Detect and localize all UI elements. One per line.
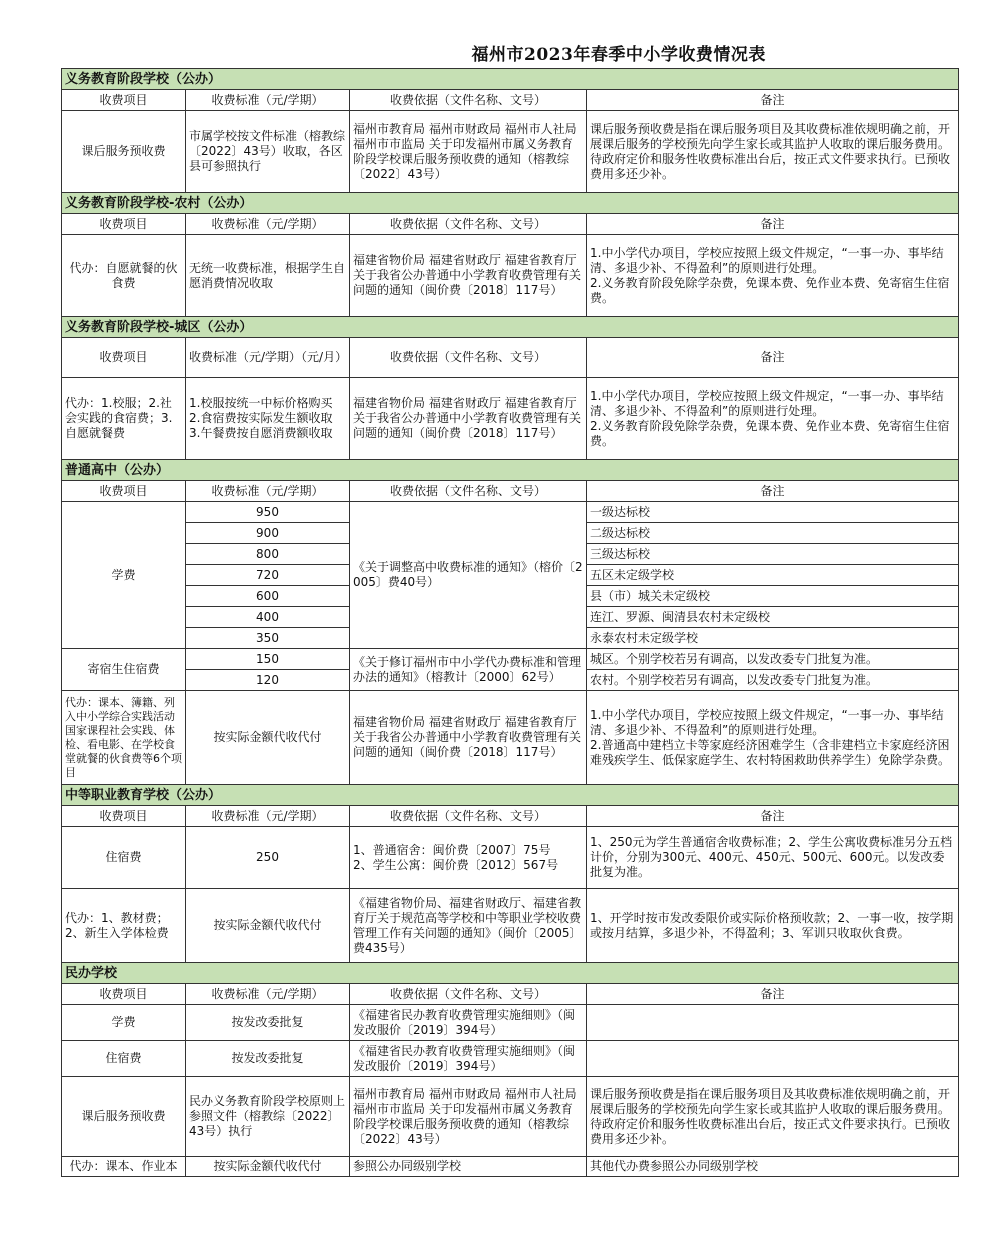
header-item: 收费项目 bbox=[62, 984, 186, 1005]
cell-remark: 其他代办费参照公办同级别学校 bbox=[587, 1157, 959, 1177]
cell-item: 住宿费 bbox=[62, 1041, 186, 1077]
cell-standard: 720 bbox=[186, 565, 350, 586]
cell-standard: 按实际金额代收代付 bbox=[186, 691, 350, 785]
cell-standard: 按发改委批复 bbox=[186, 1041, 350, 1077]
page-title: 福州市2023年春季中小学收费情况表 bbox=[471, 44, 766, 65]
header-item: 收费项目 bbox=[62, 90, 186, 111]
cell-remark: 三级达标校 bbox=[587, 544, 959, 565]
cell-standard: 无统一收费标准，根据学生自愿消费情况收取 bbox=[186, 235, 350, 317]
cell-basis: 福州市教育局 福州市财政局 福州市人社局 福州市市监局 关于印发福州市属义务教育阶段学校课后服务预收费的通知（榕教综〔2022〕43号） bbox=[350, 1077, 587, 1157]
cell-basis: 福建省物价局 福建省财政厅 福建省教育厅 关于我省公办普通中小学教育收费管理有关问题的通知（闽价费〔2018〕117号） bbox=[350, 378, 587, 460]
header-standard: 收费标准（元/学期） bbox=[186, 90, 350, 111]
cell-standard: 市属学校按文件标准（榕教综〔2022〕43号）收取，各区县可参照执行 bbox=[186, 111, 350, 193]
header-item: 收费项目 bbox=[62, 214, 186, 235]
cell-remark: 连江、罗源、闽清县农村未定级校 bbox=[587, 607, 959, 628]
cell-standard: 250 bbox=[186, 827, 350, 889]
header-standard: 收费标准（元/学期） bbox=[186, 984, 350, 1005]
section-title: 中等职业教育学校（公办） bbox=[62, 785, 959, 806]
header-basis: 收费依据（文件名称、文号） bbox=[350, 90, 587, 111]
cell-remark: 永泰农村未定级学校 bbox=[587, 628, 959, 649]
cell-remark: 课后服务预收费是指在课后服务项目及其收费标准依规明确之前，开展课后服务的学校预先向学生家长或其监护人收取的课后服务费用。待政府定价和服务性收费标准出台后，按正式文件要求执行。已预收费用多还少补。 bbox=[587, 111, 959, 193]
cell-standard: 400 bbox=[186, 607, 350, 628]
cell-remark: 课后服务预收费是指在课后服务项目及其收费标准依规明确之前，开展课后服务的学校预先向学生家长或其监护人收取的课后服务费用。待政府定价和服务性收费标准出台后，按正式文件要求执行。已预收费用多还少补。 bbox=[587, 1077, 959, 1157]
cell-basis: 1、普通宿舍：闽价费〔2007〕75号 2、学生公寓：闽价费〔2012〕567号 bbox=[350, 827, 587, 889]
header-remark: 备注 bbox=[587, 90, 959, 111]
header-item: 收费项目 bbox=[62, 481, 186, 502]
cell-basis: 《关于调整高中收费标准的通知》（榕价〔2005〕费40号） bbox=[350, 502, 587, 649]
cell-standard: 350 bbox=[186, 628, 350, 649]
cell-item: 学费 bbox=[62, 502, 186, 649]
fee-table bbox=[61, 42, 959, 1177]
cell-remark: 一级达标校 bbox=[587, 502, 959, 523]
cell-item: 代办：1.校服；2.社会实践的食宿费；3.自愿就餐费 bbox=[62, 378, 186, 460]
cell-item: 代办：课本、簿籍、列入中小学综合实践活动国家课程社会实践、体检、看电影、在学校食堂就餐的伙食费等6个项目 bbox=[62, 691, 186, 785]
header-item: 收费项目 bbox=[62, 338, 186, 378]
header-basis: 收费依据（文件名称、文号） bbox=[350, 806, 587, 827]
cell-item: 代办：自愿就餐的伙食费 bbox=[62, 235, 186, 317]
cell-remark: 1、开学时按市发改委限价或实际价格预收款；2、一事一收，按学期或按月结算，多退少补，不得盈利；3、军训只收取伙食费。 bbox=[587, 889, 959, 963]
cell-basis: 福建省物价局 福建省财政厅 福建省教育厅 关于我省公办普通中小学教育收费管理有关问题的通知（闽价费〔2018〕117号） bbox=[350, 235, 587, 317]
cell-item: 代办：1、教材费；2、新生入学体检费 bbox=[62, 889, 186, 963]
cell-standard: 800 bbox=[186, 544, 350, 565]
cell-standard: 900 bbox=[186, 523, 350, 544]
cell-standard: 按发改委批复 bbox=[186, 1005, 350, 1041]
cell-standard: 民办义务教育阶段学校原则上参照文件（榕教综〔2022〕43号）执行 bbox=[186, 1077, 350, 1157]
cell-standard: 按实际金额代收代付 bbox=[186, 889, 350, 963]
header-remark: 备注 bbox=[587, 806, 959, 827]
header-standard: 收费标准（元/学期） bbox=[186, 214, 350, 235]
cell-item: 寄宿生住宿费 bbox=[62, 649, 186, 691]
header-standard: 收费标准（元/学期） bbox=[186, 806, 350, 827]
cell-basis: 《关于修订福州市中小学代办费标准和管理办法的通知》（榕教计〔2000〕62号） bbox=[350, 649, 587, 691]
header-remark: 备注 bbox=[587, 481, 959, 502]
cell-remark: 1、250元为学生普通宿舍收费标准；2、学生公寓收费标准另分五档计价，分别为300元、400元、450元、500元、600元。以发改委批复为准。 bbox=[587, 827, 959, 889]
cell-item: 课后服务预收费 bbox=[62, 111, 186, 193]
header-standard: 收费标准（元/学期）（元/月） bbox=[186, 338, 350, 378]
cell-standard: 1.校服按统一中标价格购买 2.食宿费按实际发生额收取 3.午餐费按自愿消费额收取 bbox=[186, 378, 350, 460]
cell-item: 课后服务预收费 bbox=[62, 1077, 186, 1157]
cell-standard: 150 bbox=[186, 649, 350, 670]
header-remark: 备注 bbox=[587, 984, 959, 1005]
header-basis: 收费依据（文件名称、文号） bbox=[350, 214, 587, 235]
cell-standard: 600 bbox=[186, 586, 350, 607]
header-remark: 备注 bbox=[587, 214, 959, 235]
cell-basis: 福州市教育局 福州市财政局 福州市人社局 福州市市监局 关于印发福州市属义务教育阶段学校课后服务预收费的通知（榕教综〔2022〕43号） bbox=[350, 111, 587, 193]
cell-item: 代办：课本、作业本 bbox=[62, 1157, 186, 1177]
cell-remark: 城区。个别学校若另有调高，以发改委专门批复为准。 bbox=[587, 649, 959, 670]
section-title: 义务教育阶段学校-城区（公办） bbox=[62, 317, 959, 338]
cell-remark: 二级达标校 bbox=[587, 523, 959, 544]
cell-basis: 《福建省民办教育收费管理实施细则》（闽发改服价〔2019〕394号） bbox=[350, 1041, 587, 1077]
section-title: 义务教育阶段学校（公办） bbox=[62, 69, 959, 90]
title-row bbox=[62, 42, 959, 69]
cell-standard: 按实际金额代收代付 bbox=[186, 1157, 350, 1177]
header-basis: 收费依据（文件名称、文号） bbox=[350, 338, 587, 378]
cell-remark: 1.中小学代办项目，学校应按照上级文件规定，“一事一办、事毕结清、多退少补、不得盈利”的原则进行处理。 2.义务教育阶段免除学杂费，免课本费、免作业本费、免寄宿生住宿费。 bbox=[587, 378, 959, 460]
section-title: 普通高中（公办） bbox=[62, 460, 959, 481]
section-title: 义务教育阶段学校-农村（公办） bbox=[62, 193, 959, 214]
cell-remark: 1.中小学代办项目，学校应按照上级文件规定，“一事一办、事毕结清、多退少补、不得盈利”的原则进行处理。 2.普通高中建档立卡等家庭经济困难学生（含非建档立卡家庭经济困难残疾学生、低保家庭学生、农村特困救助供养学生）免除学杂费。 bbox=[587, 691, 959, 785]
header-basis: 收费依据（文件名称、文号） bbox=[350, 984, 587, 1005]
header-item: 收费项目 bbox=[62, 806, 186, 827]
cell-remark: 县（市）城关未定级校 bbox=[587, 586, 959, 607]
fee-sheet bbox=[61, 42, 958, 1177]
cell-remark: 五区未定级学校 bbox=[587, 565, 959, 586]
header-standard: 收费标准（元/学期） bbox=[186, 481, 350, 502]
cell-standard: 950 bbox=[186, 502, 350, 523]
cell-basis: 《福建省民办教育收费管理实施细则》（闽发改服价〔2019〕394号） bbox=[350, 1005, 587, 1041]
cell-basis: 参照公办同级别学校 bbox=[350, 1157, 587, 1177]
section-title: 民办学校 bbox=[62, 963, 959, 984]
header-basis: 收费依据（文件名称、文号） bbox=[350, 481, 587, 502]
header-remark: 备注 bbox=[587, 338, 959, 378]
cell-basis: 福建省物价局 福建省财政厅 福建省教育厅 关于我省公办普通中小学教育收费管理有关问题的通知（闽价费〔2018〕117号） bbox=[350, 691, 587, 785]
cell-remark bbox=[587, 1041, 959, 1077]
cell-item: 学费 bbox=[62, 1005, 186, 1041]
cell-remark: 农村。个别学校若另有调高，以发改委专门批复为准。 bbox=[587, 670, 959, 691]
cell-remark: 1.中小学代办项目，学校应按照上级文件规定，“一事一办、事毕结清、多退少补、不得盈利”的原则进行处理。 2.义务教育阶段免除学杂费，免课本费、免作业本费、免寄宿生住宿费。 bbox=[587, 235, 959, 317]
cell-standard: 120 bbox=[186, 670, 350, 691]
cell-basis: 《福建省物价局、福建省财政厅、福建省教育厅关于规范高等学校和中等职业学校收费管理工作有关问题的通知》（闽价〔2005〕费435号） bbox=[350, 889, 587, 963]
cell-remark bbox=[587, 1005, 959, 1041]
cell-item: 住宿费 bbox=[62, 827, 186, 889]
